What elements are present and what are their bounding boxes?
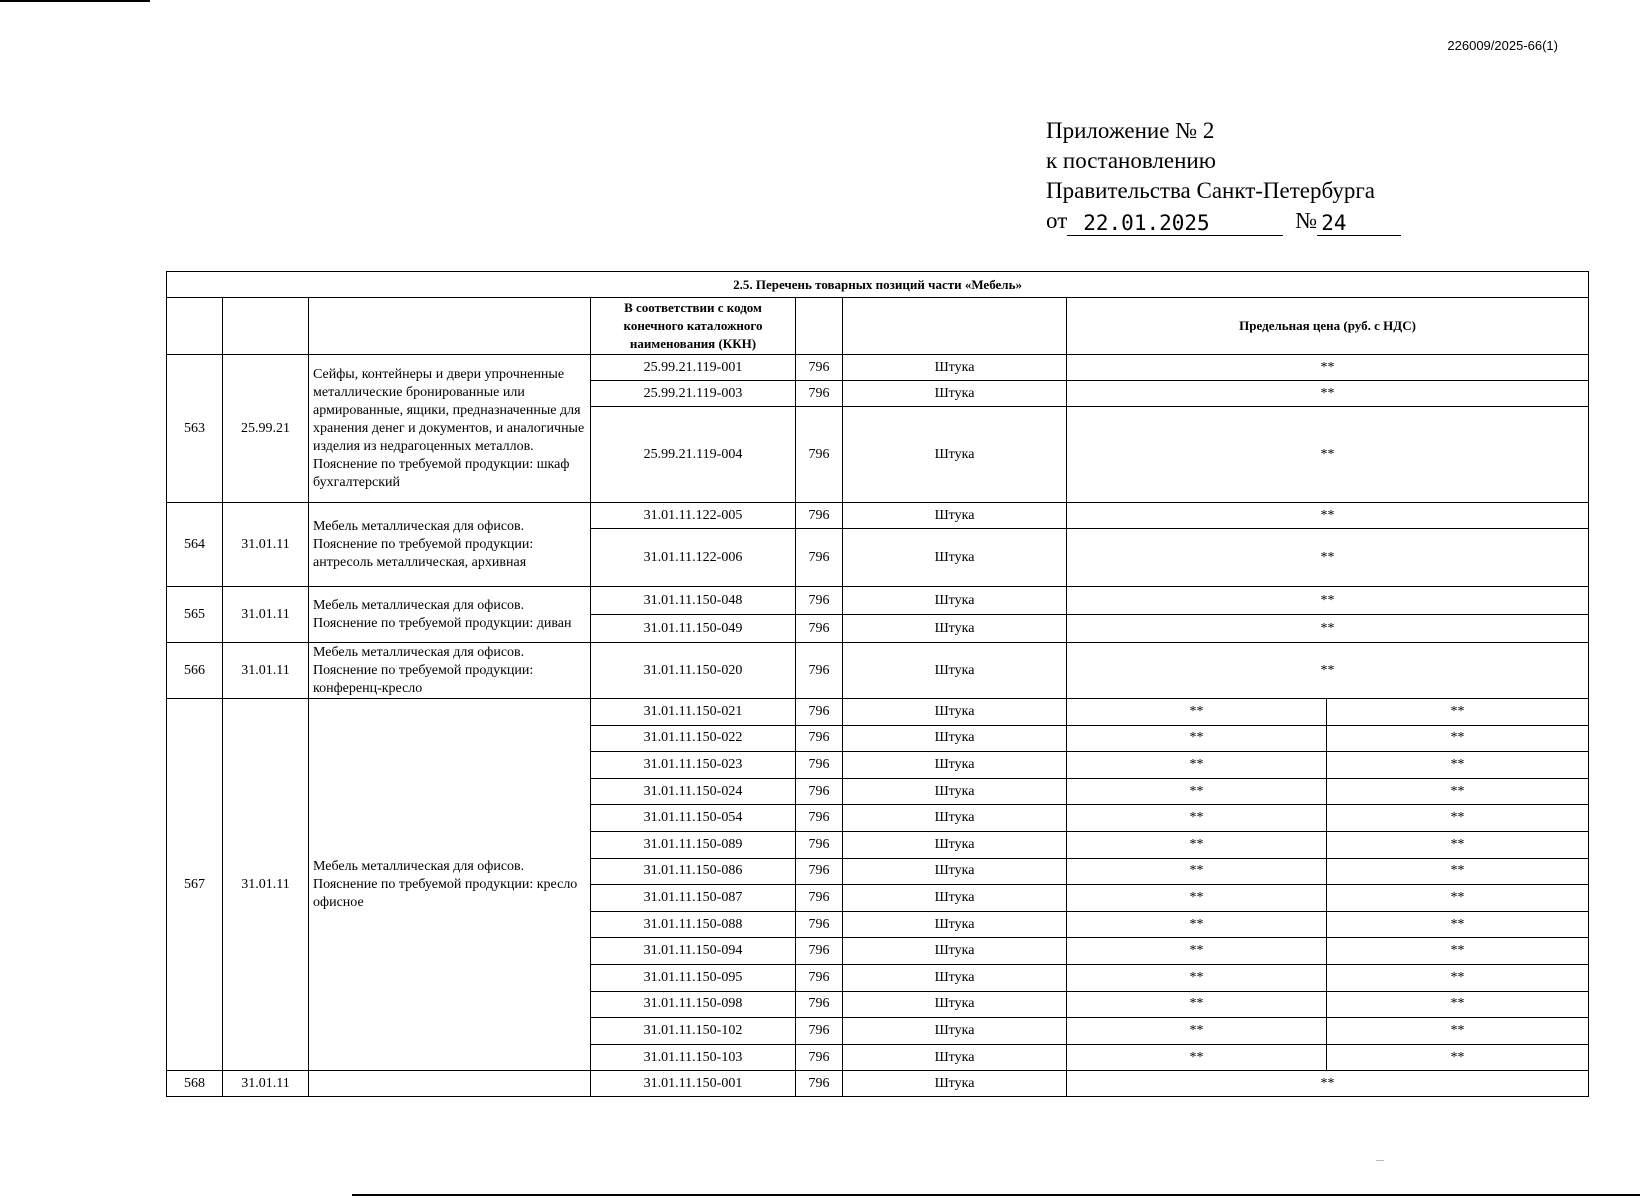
price-value: ** <box>1067 1071 1589 1097</box>
price-value-2: ** <box>1327 858 1589 885</box>
appendix-line-2: к постановлению <box>1046 148 1216 173</box>
unit-name: Штука <box>843 503 1067 529</box>
okei-code: 796 <box>796 725 843 752</box>
price-value: ** <box>1067 752 1327 779</box>
header-cell-num <box>167 298 223 355</box>
kkn-code: 31.01.11.150-022 <box>591 725 796 752</box>
okei-code: 796 <box>796 885 843 912</box>
price-value-2: ** <box>1327 911 1589 938</box>
unit-name: Штука <box>843 858 1067 885</box>
okei-code: 796 <box>796 1044 843 1071</box>
header-cell-okei <box>796 298 843 355</box>
table-row <box>167 503 1589 529</box>
kkn-code: 31.01.11.150-087 <box>591 885 796 912</box>
kkn-code: 31.01.11.150-048 <box>591 587 796 615</box>
kkn-code: 31.01.11.122-005 <box>591 503 796 529</box>
okei-code: 796 <box>796 1018 843 1045</box>
price-value: ** <box>1067 381 1589 407</box>
okei-code: 796 <box>796 831 843 858</box>
kkn-code: 31.01.11.150-024 <box>591 778 796 805</box>
price-value-2: ** <box>1327 1044 1589 1071</box>
kkn-code: 31.01.11.150-102 <box>591 1018 796 1045</box>
price-value: ** <box>1067 964 1327 991</box>
unit-name: Штука <box>843 805 1067 832</box>
kkn-code: 31.01.11.150-023 <box>591 752 796 779</box>
appendix-date: 22.01.2025 <box>1067 211 1283 236</box>
okei-code: 796 <box>796 938 843 965</box>
position-number: 567 <box>167 699 223 1071</box>
unit-name: Штука <box>843 1018 1067 1045</box>
okei-code: 796 <box>796 778 843 805</box>
unit-name: Штука <box>843 529 1067 587</box>
table-row <box>167 643 1589 699</box>
okei-code: 796 <box>796 699 843 726</box>
price-value: ** <box>1067 407 1589 503</box>
okpd2-code: 31.01.11 <box>223 1071 309 1097</box>
item-description: Сейфы, контейнеры и двери упрочненные металлические бронированные или армированные, ящики, предназначенные для хранения денег и документов, и аналогичные изделия из недрагоценных металлов. Пояснение по требуемой продукции: шкаф бухгалтерский <box>309 355 591 503</box>
kkn-code: 25.99.21.119-004 <box>591 407 796 503</box>
kkn-code: 25.99.21.119-001 <box>591 355 796 381</box>
table-title: 2.5. Перечень товарных позиций части «Мебель» <box>167 272 1589 298</box>
kkn-code: 25.99.21.119-003 <box>591 381 796 407</box>
kkn-code: 31.01.11.150-049 <box>591 615 796 643</box>
price-value: ** <box>1067 1044 1327 1071</box>
kkn-code: 31.01.11.150-001 <box>591 1071 796 1097</box>
header-kkn: В соответствии с кодом конечного каталожного наименования (ККН) <box>591 298 796 355</box>
appendix-number: 24 <box>1317 211 1401 236</box>
unit-name: Штука <box>843 938 1067 965</box>
top-edge-line <box>0 0 150 2</box>
unit-name: Штука <box>843 991 1067 1018</box>
kkn-code: 31.01.11.150-098 <box>591 991 796 1018</box>
header-cell-code <box>223 298 309 355</box>
price-value: ** <box>1067 615 1589 643</box>
okei-code: 796 <box>796 587 843 615</box>
kkn-code: 31.01.11.150-021 <box>591 699 796 726</box>
document-number: 226009/2025-66(1) <box>1447 38 1558 53</box>
table-row <box>167 699 1589 726</box>
unit-name: Штука <box>843 778 1067 805</box>
okei-code: 796 <box>796 1071 843 1097</box>
okei-code: 796 <box>796 407 843 503</box>
okpd2-code: 31.01.11 <box>223 699 309 1071</box>
okpd2-code: 25.99.21 <box>223 355 309 503</box>
appendix-line-3: Правительства Санкт-Петербурга <box>1046 178 1375 203</box>
table-row <box>167 355 1589 381</box>
okei-code: 796 <box>796 991 843 1018</box>
table-row <box>167 1071 1589 1097</box>
okpd2-code: 31.01.11 <box>223 587 309 643</box>
price-value: ** <box>1067 831 1327 858</box>
okei-code: 796 <box>796 964 843 991</box>
appendix-line-1: Приложение № 2 <box>1046 118 1215 143</box>
price-value: ** <box>1067 355 1589 381</box>
header-cell-unit <box>843 298 1067 355</box>
okei-code: 796 <box>796 529 843 587</box>
position-number: 568 <box>167 1071 223 1097</box>
price-value-2: ** <box>1327 699 1589 726</box>
position-number: 565 <box>167 587 223 643</box>
date-label: от <box>1046 208 1068 233</box>
price-value-2: ** <box>1327 991 1589 1018</box>
price-value: ** <box>1067 587 1589 615</box>
item-description <box>309 1071 591 1097</box>
unit-name: Штука <box>843 831 1067 858</box>
price-value-2: ** <box>1327 752 1589 779</box>
kkn-code: 31.01.11.150-086 <box>591 858 796 885</box>
price-value-2: ** <box>1327 938 1589 965</box>
item-description: Мебель металлическая для офисов. Пояснение по требуемой продукции: кресло офисное <box>309 699 591 1071</box>
bottom-edge-line <box>352 1194 1640 1196</box>
okpd2-code: 31.01.11 <box>223 503 309 587</box>
okei-code: 796 <box>796 615 843 643</box>
position-number: 564 <box>167 503 223 587</box>
header-price: Предельная цена (руб. с НДС) <box>1067 298 1589 355</box>
kkn-code: 31.01.11.150-095 <box>591 964 796 991</box>
price-value: ** <box>1067 805 1327 832</box>
price-value: ** <box>1067 699 1327 726</box>
position-number: 566 <box>167 643 223 699</box>
okpd2-code: 31.01.11 <box>223 643 309 699</box>
unit-name: Штука <box>843 885 1067 912</box>
unit-name: Штука <box>843 1044 1067 1071</box>
unit-name: Штука <box>843 381 1067 407</box>
unit-name: Штука <box>843 1071 1067 1097</box>
price-value: ** <box>1067 858 1327 885</box>
okei-code: 796 <box>796 858 843 885</box>
price-value: ** <box>1067 885 1327 912</box>
price-value-2: ** <box>1327 725 1589 752</box>
price-value: ** <box>1067 938 1327 965</box>
number-label: № <box>1295 208 1318 233</box>
kkn-code: 31.01.11.122-006 <box>591 529 796 587</box>
kkn-code: 31.01.11.150-020 <box>591 643 796 699</box>
price-value-2: ** <box>1327 1018 1589 1045</box>
okei-code: 796 <box>796 805 843 832</box>
unit-name: Штука <box>843 911 1067 938</box>
item-description: Мебель металлическая для офисов. Пояснение по требуемой продукции: антресоль металлическая, архивная <box>309 503 591 587</box>
price-value: ** <box>1067 529 1589 587</box>
price-value-2: ** <box>1327 831 1589 858</box>
item-description: Мебель металлическая для офисов. Пояснение по требуемой продукции: диван <box>309 587 591 643</box>
price-value: ** <box>1067 643 1589 699</box>
unit-name: Штука <box>843 964 1067 991</box>
price-value: ** <box>1067 503 1589 529</box>
unit-name: Штука <box>843 355 1067 381</box>
appendix-signature-line <box>1046 206 1401 236</box>
unit-name: Штука <box>843 587 1067 615</box>
kkn-code: 31.01.11.150-094 <box>591 938 796 965</box>
okei-code: 796 <box>796 911 843 938</box>
kkn-code: 31.01.11.150-088 <box>591 911 796 938</box>
price-value-2: ** <box>1327 885 1589 912</box>
goods-table <box>166 271 1589 1097</box>
scan-speck <box>1376 1160 1384 1161</box>
kkn-code: 31.01.11.150-054 <box>591 805 796 832</box>
okei-code: 796 <box>796 381 843 407</box>
okei-code: 796 <box>796 752 843 779</box>
item-description: Мебель металлическая для офисов. Пояснение по требуемой продукции: конференц-кресло <box>309 643 591 699</box>
price-value: ** <box>1067 991 1327 1018</box>
price-value: ** <box>1067 911 1327 938</box>
unit-name: Штука <box>843 407 1067 503</box>
price-value: ** <box>1067 1018 1327 1045</box>
price-value-2: ** <box>1327 964 1589 991</box>
position-number: 563 <box>167 355 223 503</box>
okei-code: 796 <box>796 503 843 529</box>
header-cell-desc <box>309 298 591 355</box>
kkn-code: 31.01.11.150-103 <box>591 1044 796 1071</box>
price-value-2: ** <box>1327 778 1589 805</box>
unit-name: Штука <box>843 643 1067 699</box>
price-value-2: ** <box>1327 805 1589 832</box>
price-value: ** <box>1067 725 1327 752</box>
kkn-code: 31.01.11.150-089 <box>591 831 796 858</box>
unit-name: Штука <box>843 615 1067 643</box>
unit-name: Штука <box>843 699 1067 726</box>
okei-code: 796 <box>796 643 843 699</box>
price-value: ** <box>1067 778 1327 805</box>
appendix-header <box>1046 116 1401 236</box>
table-row <box>167 587 1589 615</box>
okei-code: 796 <box>796 355 843 381</box>
unit-name: Штука <box>843 725 1067 752</box>
unit-name: Штука <box>843 752 1067 779</box>
